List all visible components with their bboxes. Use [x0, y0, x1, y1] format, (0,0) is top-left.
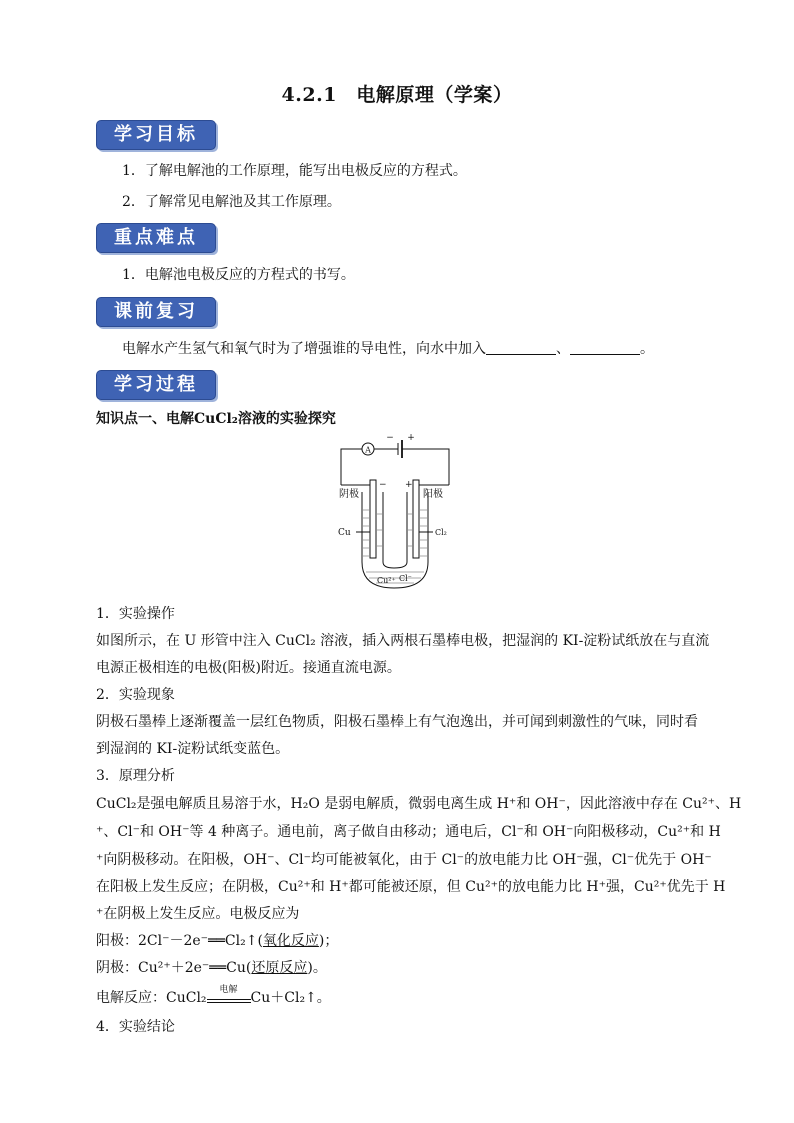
anode-equation-end: )； — [318, 933, 339, 949]
cathode-equation-text: 阴极：Cu²⁺＋2e⁻══Cu( — [96, 960, 252, 976]
section-1-heading: 1．实验操作 — [96, 606, 175, 622]
cathode-rod — [370, 480, 376, 558]
cathode-sign: − — [379, 480, 387, 490]
section-1-line-2: 电源正极相连的电极(阳极)附近。接通直流电源。 — [96, 660, 401, 676]
circuit-wire-left — [341, 449, 362, 485]
section-3-line-1: CuCl₂是强电解质且易溶于水，H₂O 是弱电解质，微弱电离生成 H⁺和 OH⁻，因此溶液中存在 Cu²⁺、H — [96, 796, 742, 812]
battery-plus-sign: + — [407, 433, 415, 443]
anode-rod — [413, 480, 419, 558]
reaction-arrow — [207, 985, 251, 1003]
section-3-line-5: ⁺在阴极上发生反应。电极反应为 — [96, 906, 300, 922]
section-badge-objectives: 学习目标 — [96, 120, 216, 150]
review-question-text: 电解水产生氢气和氧气时为了增强谁的导电性，向水中加入 — [122, 341, 486, 357]
overall-equation — [96, 985, 331, 1008]
answer-blank-1[interactable] — [486, 340, 556, 355]
review-separator: 、 — [556, 341, 570, 357]
section-2-line-1: 阴极石墨棒上逐渐覆盖一层红色物质，阳极石墨棒上有气泡逸出，并可闻到刺激性的气味，同时看 — [96, 714, 698, 730]
key-point-item-1: 1．电解池电极反应的方程式的书写。 — [122, 267, 355, 283]
review-end: 。 — [640, 341, 654, 357]
objective-item-2: 2．了解常见电解池及其工作原理。 — [122, 194, 341, 210]
section-3-heading: 3．原理分析 — [96, 768, 175, 784]
section-4-heading: 4．实验结论 — [96, 1019, 175, 1035]
ion-label-cl: Cl⁻ — [399, 574, 412, 583]
cathode-label: 阴极 — [339, 489, 359, 500]
electrolysis-diagram — [336, 430, 456, 600]
section-badge-review: 课前复习 — [96, 297, 216, 327]
section-2-line-2: 到湿润的 KI-淀粉试纸变蓝色。 — [96, 741, 290, 757]
section-2-heading: 2．实验现象 — [96, 687, 175, 703]
cathode-equation-end: )。 — [307, 960, 327, 976]
answer-blank-2[interactable] — [570, 340, 640, 355]
section-3-line-3: ⁺向阴极移动。在阳极，OH⁻、Cl⁻均可能被氧化，由于 Cl⁻的放电能力比 OH⁻强，Cl⁻优先于 OH⁻ — [96, 852, 712, 868]
review-question — [122, 339, 654, 359]
cu-label: Cu — [338, 528, 351, 538]
anode-equation — [96, 931, 338, 951]
reaction-condition: 电解 — [219, 985, 238, 995]
battery-minus-sign: − — [386, 433, 394, 443]
section-badge-process: 学习过程 — [96, 370, 216, 400]
overall-equation-text: 电解反应：CuCl₂ — [96, 990, 207, 1006]
ion-label-cu: Cu²⁺ — [377, 576, 396, 585]
anode-label: 阳极 — [423, 489, 443, 500]
overall-equation-end: Cu＋Cl₂↑。 — [250, 990, 331, 1006]
section-1-line-1: 如图所示，在 U 形管中注入 CuCl₂ 溶液，插入两根石墨棒电极，把湿润的 KI-淀粉试纸放在与直流 — [96, 633, 710, 649]
section-3-line-2: ⁺、Cl⁻和 OH⁻等 4 种离子。通电前，离子做自由移动；通电后，Cl⁻和 OH⁻向阳极移动，Cu²⁺和 H — [96, 824, 721, 840]
section-3-line-4: 在阳极上发生反应；在阴极，Cu²⁺和 H⁺都可能被还原，但 Cu²⁺的放电能力比 H⁺强，Cu²⁺优先于 H — [96, 879, 726, 895]
anode-reaction-type: 氧化反应 — [262, 933, 319, 949]
u-tube-inner — [383, 492, 407, 568]
anode-equation-text: 阳极：2Cl⁻－2e⁻══Cl₂↑( — [96, 933, 263, 949]
page-title: 4.2.1 电解原理（学案） — [281, 84, 513, 106]
cl2-label: Cl₂ — [435, 528, 447, 537]
ammeter-label: A — [365, 445, 371, 455]
cathode-reaction-type: 还原反应 — [251, 960, 308, 976]
anode-sign: + — [405, 480, 413, 490]
section-badge-key-points: 重点难点 — [96, 223, 216, 253]
objective-item-1: 1．了解电解池的工作原理，能写出电极反应的方程式。 — [122, 163, 467, 179]
knowledge-point-title: 知识点一、电解CuCl₂溶液的实验探究 — [96, 411, 336, 427]
cathode-equation — [96, 958, 327, 978]
